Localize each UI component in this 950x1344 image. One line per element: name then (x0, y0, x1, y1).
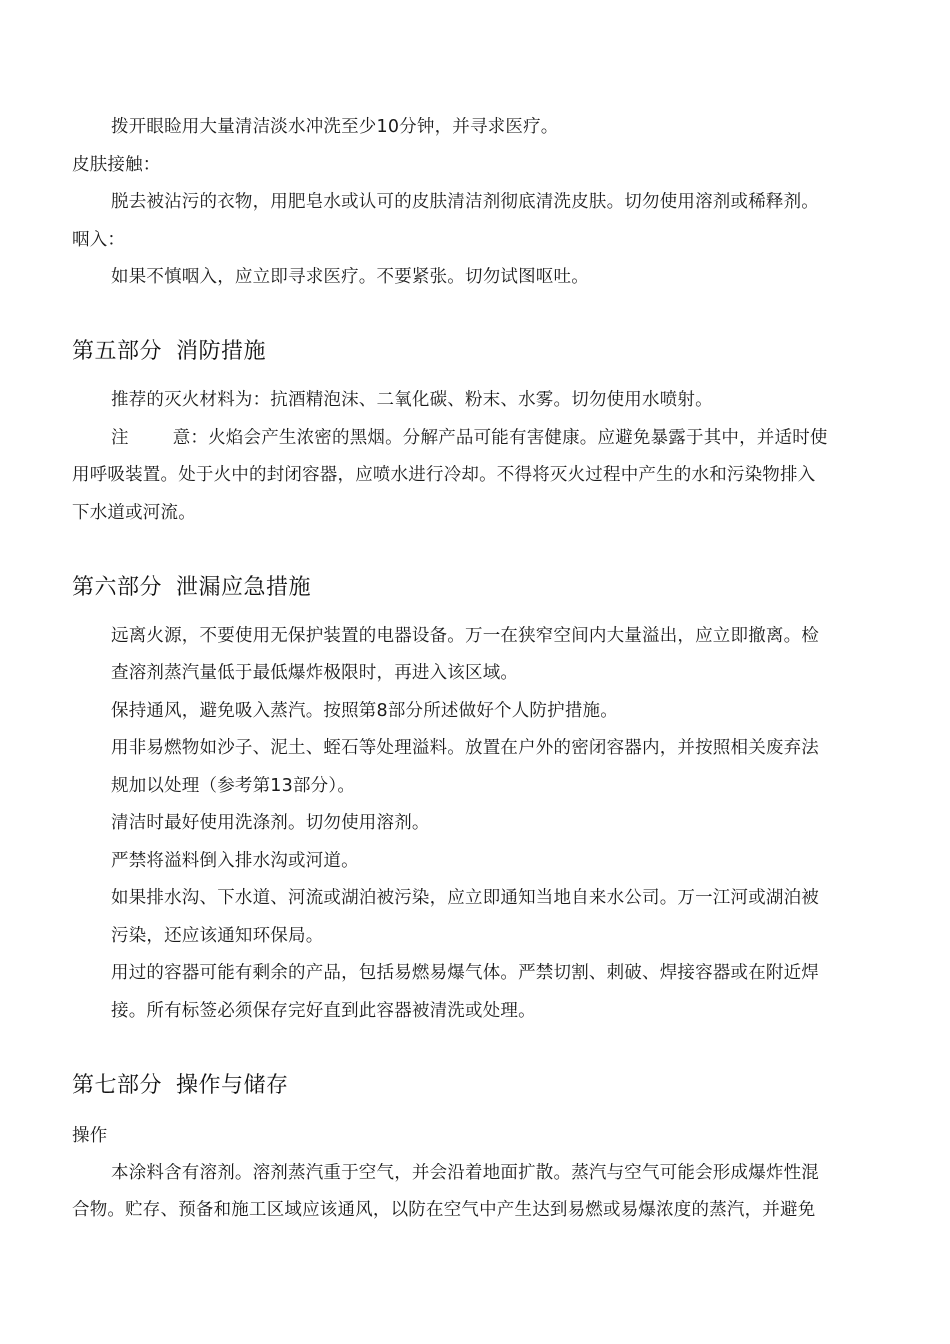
section6-line: 如果排水沟、下水道、河流或湖泊被污染，应立即通知当地自来水公司。万一江河或湖泊被 (111, 888, 819, 908)
note-text: 火焰会产生浓密的黑烟。分解产品可能有害健康。应避免暴露于其中，并适时使 (208, 428, 828, 448)
skin-contact-label: 皮肤接触： (72, 155, 161, 175)
section6-line: 严禁将溢料倒入排水沟或河道。 (111, 851, 359, 871)
skin-contact-text: 脱去被沾污的衣物，用肥皂水或认可的皮肤清洁剂彻底清洗皮肤。切勿使用溶剂或稀释剂。 (111, 192, 819, 212)
section6-line: 接。所有标签必须保存完好直到此容器被清洗或处理。 (111, 1001, 536, 1021)
section6-title: 泄漏应急措施 (176, 575, 312, 600)
section6-line: 用过的容器可能有剩余的产品，包括易燃易爆气体。严禁切割、刺破、焊接容器或在附近焊 (111, 963, 819, 983)
eye-contact-text: 拨开眼睑用大量清洁淡水冲洗至少10分钟，并寻求医疗。 (111, 117, 559, 137)
note-label-a: 注 (111, 428, 129, 448)
ingestion-text: 如果不慎咽入，应立即寻求医疗。不要紧张。切勿试图呕吐。 (111, 267, 589, 287)
section6-number: 第六部分 (72, 575, 163, 600)
section5-line: 用呼吸装置。处于火中的封闭容器，应喷水进行冷却。不得将灭火过程中产生的水和污染物排入 (72, 465, 816, 485)
section7-title: 操作与储存 (176, 1073, 289, 1098)
section6-line: 规加以处理（参考第13部分）。 (111, 776, 356, 796)
section5-number: 第五部分 (72, 339, 163, 364)
ingestion-label: 咽入： (72, 230, 126, 250)
section7-line: 合物。贮存、预备和施工区域应该通风，以防在空气中产生达到易燃或易爆浓度的蒸汽，并避免 (72, 1200, 816, 1220)
section7-number: 第七部分 (72, 1073, 163, 1098)
section5-heading (72, 338, 266, 366)
section5-line: 推荐的灭火材料为：抗酒精泡沫、二氧化碳、粉末、水雾。切勿使用水喷射。 (111, 390, 713, 410)
section5-note-line (111, 426, 828, 450)
section7-subheading: 操作 (72, 1126, 108, 1146)
section7-heading (72, 1072, 289, 1100)
section6-line: 清洁时最好使用洗涤剂。切勿使用溶剂。 (111, 813, 430, 833)
note-label-b: 意： (172, 428, 209, 448)
section5-line: 下水道或河流。 (72, 503, 196, 523)
section6-line: 查溶剂蒸汽量低于最低爆炸极限时，再进入该区域。 (111, 663, 519, 683)
section7-line: 本涂料含有溶剂。溶剂蒸汽重于空气，并会沿着地面扩散。蒸汽与空气可能会形成爆炸性混 (111, 1163, 819, 1183)
section6-line: 污染，还应该通知环保局。 (111, 926, 324, 946)
section6-heading (72, 574, 311, 602)
section6-line: 远离火源，不要使用无保护装置的电器设备。万一在狭窄空间内大量溢出，应立即撤离。检 (111, 626, 819, 646)
section6-line: 用非易燃物如沙子、泥土、蛭石等处理溢料。放置在户外的密闭容器内，并按照相关废弃法 (111, 738, 819, 758)
section5-title: 消防措施 (176, 339, 267, 364)
section6-line: 保持通风，避免吸入蒸汽。按照第8部分所述做好个人防护措施。 (111, 701, 618, 721)
